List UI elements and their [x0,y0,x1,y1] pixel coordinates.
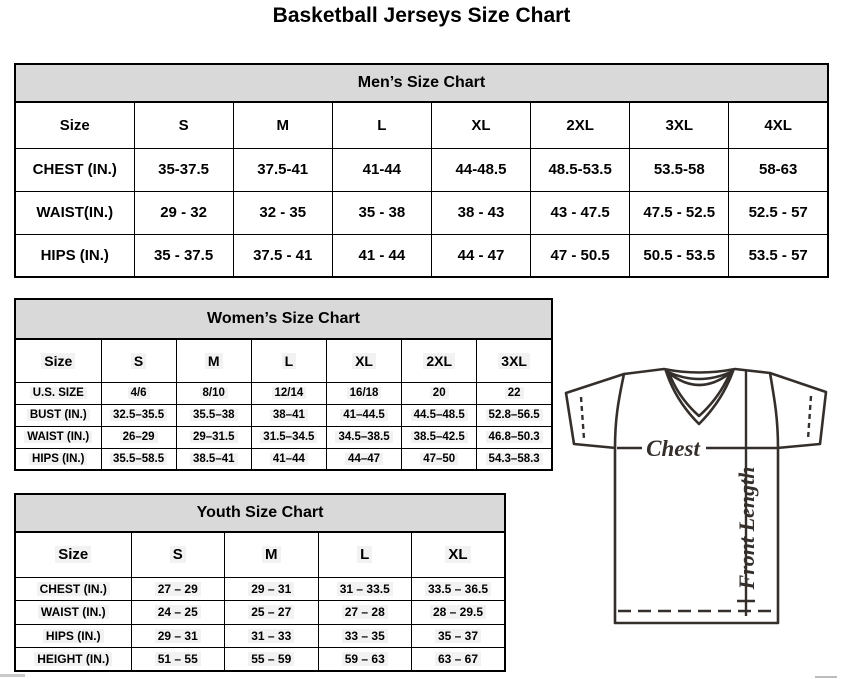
mens-value-cell: 44 - 47 [431,234,530,277]
youth-column-header: Size [15,532,131,577]
womens-value-cell: 16/18 [326,382,401,404]
mens-value-cell: 43 - 47.5 [531,191,630,234]
scrollbar-fragment-right [815,676,837,678]
womens-value-cell: 46.8–50.3 [477,426,552,448]
page-title: Basketball Jerseys Size Chart [272,4,571,27]
youth-value-cell: 28 – 29.5 [412,601,506,625]
womens-value-cell: 38.5–41 [176,448,251,470]
youth-row-label: CHEST (IN.) [15,577,131,601]
womens-value-cell: 44.5–48.5 [402,404,477,426]
mens-value-cell: 38 - 43 [431,191,530,234]
youth-data-row [15,624,505,648]
youth-data-row [15,577,505,601]
mens-value-cell: 58-63 [729,148,828,191]
womens-chart-title: Women’s Size Chart [15,299,552,339]
womens-header-row [15,339,552,382]
youth-value-cell: 55 – 59 [225,648,319,672]
mens-value-cell: 32 - 35 [233,191,332,234]
mens-data-row [15,234,828,277]
youth-data-row [15,601,505,625]
youth-column-header: XL [412,532,506,577]
womens-value-cell: 12/14 [251,382,326,404]
womens-value-cell: 54.3–58.3 [477,448,552,470]
youth-value-cell: 27 – 29 [131,577,225,601]
womens-data-row [15,404,552,426]
womens-value-cell: 20 [402,382,477,404]
scrollbar-fragment-left [0,674,25,677]
womens-value-cell: 41–44 [251,448,326,470]
mens-value-cell: 47 - 50.5 [531,234,630,277]
womens-row-label: U.S. SIZE [15,382,101,404]
mens-header-row [15,102,828,148]
youth-value-cell: 63 – 67 [412,648,506,672]
mens-column-header: L [332,102,431,148]
mens-data-row [15,191,828,234]
mens-column-header: S [134,102,233,148]
womens-column-header: 2XL [402,339,477,382]
youth-value-cell: 29 – 31 [225,577,319,601]
womens-row-label: HIPS (IN.) [15,448,101,470]
youth-size-chart [14,493,506,672]
womens-value-cell: 44–47 [326,448,401,470]
mens-data-row [15,148,828,191]
youth-row-label: HEIGHT (IN.) [15,648,131,672]
womens-value-cell: 32.5–35.5 [101,404,176,426]
womens-size-table [14,298,553,471]
womens-value-cell: 34.5–38.5 [326,426,401,448]
youth-value-cell: 27 – 28 [318,601,412,625]
youth-value-cell: 25 – 27 [225,601,319,625]
womens-value-cell: 35.5–58.5 [101,448,176,470]
front-length-label: Front Length [734,466,759,590]
youth-value-cell: 33 – 35 [318,624,412,648]
womens-value-cell: 26–29 [101,426,176,448]
youth-value-cell: 33.5 – 36.5 [412,577,506,601]
womens-value-cell: 22 [477,382,552,404]
youth-value-cell: 24 – 25 [131,601,225,625]
mens-value-cell: 35 - 38 [332,191,431,234]
womens-column-header: L [251,339,326,382]
youth-header-row [15,532,505,577]
mens-row-label: WAIST(IN.) [15,191,134,234]
mens-size-table [14,63,829,278]
mens-value-cell: 29 - 32 [134,191,233,234]
mens-value-cell: 47.5 - 52.5 [630,191,729,234]
mens-column-header: 2XL [531,102,630,148]
womens-value-cell: 29–31.5 [176,426,251,448]
mens-column-header: 4XL [729,102,828,148]
womens-value-cell: 31.5–34.5 [251,426,326,448]
mens-value-cell: 50.5 - 53.5 [630,234,729,277]
womens-row-label: BUST (IN.) [15,404,101,426]
mens-column-header: XL [431,102,530,148]
youth-chart-title: Youth Size Chart [15,494,505,532]
mens-value-cell: 53.5-58 [630,148,729,191]
mens-value-cell: 37.5-41 [233,148,332,191]
womens-value-cell: 47–50 [402,448,477,470]
youth-value-cell: 51 – 55 [131,648,225,672]
mens-row-label: CHEST (IN.) [15,148,134,191]
womens-value-cell: 8/10 [176,382,251,404]
youth-column-header: L [318,532,412,577]
mens-column-header: Size [15,102,134,148]
jersey-measurement-diagram [556,360,840,632]
womens-column-header: Size [15,339,101,382]
youth-row-label: HIPS (IN.) [15,624,131,648]
womens-data-row [15,426,552,448]
womens-column-header: M [176,339,251,382]
youth-value-cell: 35 – 37 [412,624,506,648]
mens-value-cell: 44-48.5 [431,148,530,191]
womens-row-label: WAIST (IN.) [15,426,101,448]
womens-size-chart [14,298,553,471]
youth-column-header: S [131,532,225,577]
womens-value-cell: 38.5–42.5 [402,426,477,448]
mens-chart-title: Men’s Size Chart [15,64,828,102]
mens-value-cell: 48.5-53.5 [531,148,630,191]
mens-value-cell: 53.5 - 57 [729,234,828,277]
youth-row-label: WAIST (IN.) [15,601,131,625]
youth-value-cell: 31 – 33 [225,624,319,648]
womens-column-header: XL [326,339,401,382]
chest-label: Chest [646,436,700,461]
youth-size-table [14,493,506,672]
mens-value-cell: 52.5 - 57 [729,191,828,234]
youth-data-row [15,648,505,672]
mens-value-cell: 41-44 [332,148,431,191]
mens-value-cell: 35-37.5 [134,148,233,191]
mens-value-cell: 35 - 37.5 [134,234,233,277]
youth-value-cell: 31 – 33.5 [318,577,412,601]
womens-data-row [15,382,552,404]
womens-value-cell: 4/6 [101,382,176,404]
womens-value-cell: 38–41 [251,404,326,426]
mens-value-cell: 37.5 - 41 [233,234,332,277]
mens-column-header: M [233,102,332,148]
womens-value-cell: 35.5–38 [176,404,251,426]
womens-data-row [15,448,552,470]
mens-row-label: HIPS (IN.) [15,234,134,277]
youth-value-cell: 29 – 31 [131,624,225,648]
womens-value-cell: 41–44.5 [326,404,401,426]
womens-value-cell: 52.8–56.5 [477,404,552,426]
womens-column-header: S [101,339,176,382]
mens-column-header: 3XL [630,102,729,148]
youth-column-header: M [225,532,319,577]
mens-value-cell: 41 - 44 [332,234,431,277]
womens-column-header: 3XL [477,339,552,382]
mens-size-chart [14,63,829,278]
youth-value-cell: 59 – 63 [318,648,412,672]
